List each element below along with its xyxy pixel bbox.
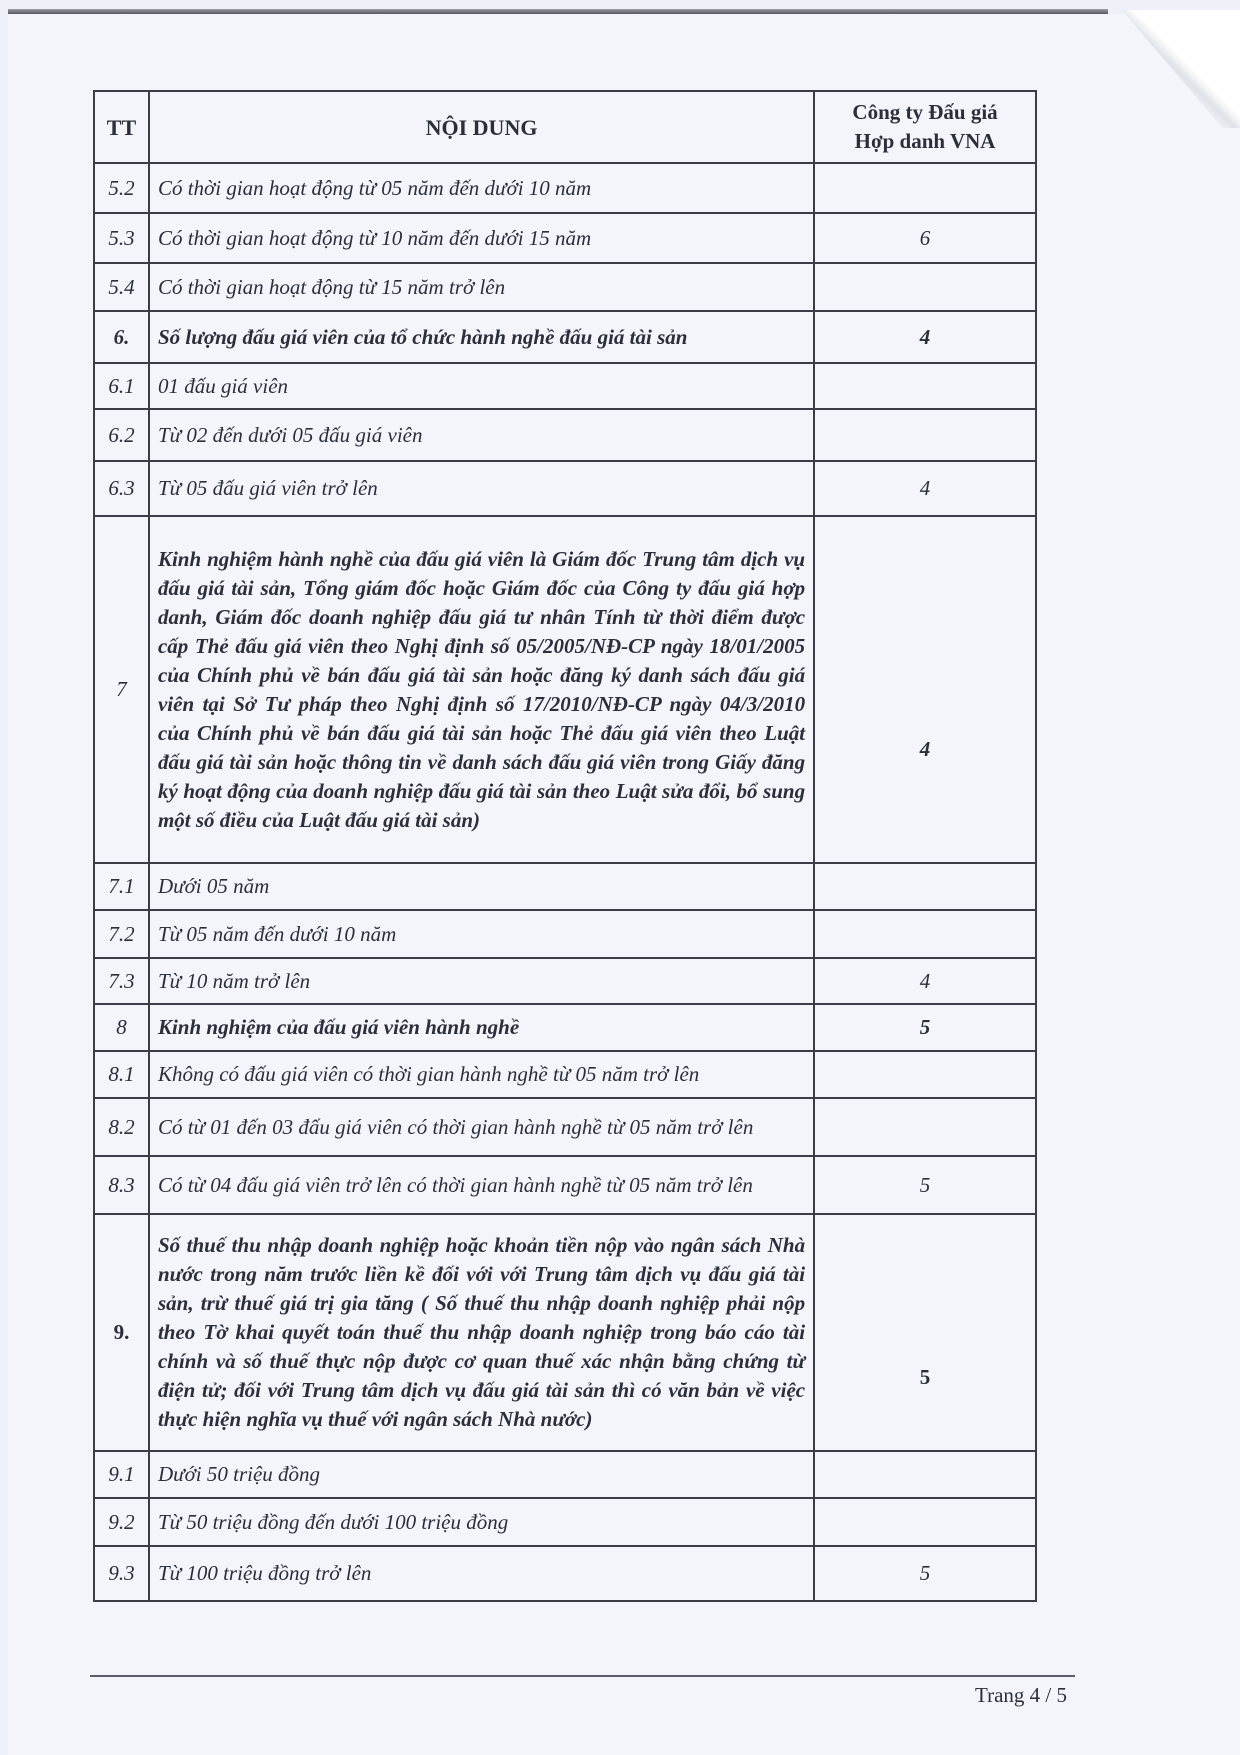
footer-divider [90,1675,1075,1677]
row-score [814,409,1036,461]
row-content: Từ 05 năm đến dưới 10 năm [149,910,814,958]
row-score [814,863,1036,910]
row-score [814,163,1036,213]
row-score [814,1051,1036,1098]
row-number: 6.3 [94,461,149,516]
row-content: Có từ 01 đến 03 đấu giá viên có thời gian hành nghề từ 05 năm trở lên [149,1098,814,1156]
row-score: 5 [814,1214,1036,1451]
row-content: Số thuế thu nhập doanh nghiệp hoặc khoản tiền nộp vào ngân sách Nhà nước trong năm trước liền kề đối với với Trung tâm dịch vụ đấu giá tài sản, trừ thuế giá trị gia tăng ( Số thuế thu nhập doanh nghiệp phải nộp theo Tờ khai quyết toán thuế thu nhập doanh nghiệp trong báo cáo tài chính và số thuế thực nộp được cơ quan thuế xác nhận bằng chứng từ điện tử; đối với Trung tâm dịch vụ đấu giá tài sản thì có văn bản về việc thực hiện nghĩa vụ thuế với ngân sách Nhà nước) [149,1214,814,1451]
row-number: 6.2 [94,409,149,461]
table-row-section [94,1004,1036,1051]
row-number: 6.1 [94,363,149,409]
row-number: 5.2 [94,163,149,213]
row-score: 4 [814,311,1036,363]
row-number: 7.3 [94,958,149,1004]
row-number: 9.1 [94,1451,149,1498]
row-number: 9.2 [94,1498,149,1546]
top-border-line [8,9,1108,14]
table-row-section [94,516,1036,863]
table-row [94,461,1036,516]
page-number: Trang 4 / 5 [975,1683,1067,1707]
row-content: Có thời gian hoạt động từ 05 năm đến dưới 10 năm [149,163,814,213]
row-content: Dưới 50 triệu đồng [149,1451,814,1498]
row-content: Kinh nghiệm hành nghề của đấu giá viên là Giám đốc Trung tâm dịch vụ đấu giá tài sản, Tổng giám đốc hoặc Giám đốc của Công ty đấu giá hợp danh, Giám đốc doanh nghiệp đấu giá tư nhân Tính từ thời điểm được cấp Thẻ đấu giá viên theo Nghị định số 05/2005/NĐ-CP ngày 18/01/2005 của Chính phủ về bán đấu giá tài sản hoặc đăng ký danh sách đấu giá viên tại Sở Tư pháp theo Nghị định số 17/2010/NĐ-CP ngày 04/3/2010 của Chính phủ về bán đấu giá tài sản hoặc Thẻ đấu giá viên theo Luật đấu giá tài sản hoặc thông tin về danh sách đấu giá viên trong Giấy đăng ký hoạt động của doanh nghiệp đấu giá tài sản theo Luật sửa đổi, bổ sung một số điều của Luật đấu giá tài sản) [149,516,814,863]
row-score: 5 [814,1004,1036,1051]
table-row [94,1451,1036,1498]
table-row [94,1098,1036,1156]
table-row [94,1156,1036,1214]
row-score [814,1498,1036,1546]
header-company-label: Công ty Đấu giá Hợp danh VNA [852,100,998,153]
row-content: Có từ 04 đấu giá viên trở lên có thời gian hành nghề từ 05 năm trở lên [149,1156,814,1214]
row-number: 7.1 [94,863,149,910]
row-score [814,1098,1036,1156]
row-number: 8.1 [94,1051,149,1098]
row-content: Từ 10 năm trở lên [149,958,814,1004]
row-content: Từ 05 đấu giá viên trở lên [149,461,814,516]
table-row-section [94,1214,1036,1451]
row-score [814,263,1036,311]
row-number: 8.2 [94,1098,149,1156]
table-row [94,1498,1036,1546]
row-number: 6. [94,311,149,363]
row-number: 7 [94,516,149,863]
table-row [94,863,1036,910]
row-number: 9. [94,1214,149,1451]
row-score: 5 [814,1156,1036,1214]
row-content: Kinh nghiệm của đấu giá viên hành nghề [149,1004,814,1051]
row-score: 4 [814,461,1036,516]
row-score: 4 [814,958,1036,1004]
row-number: 7.2 [94,910,149,958]
row-content: Có thời gian hoạt động từ 10 năm đến dưới 15 năm [149,213,814,263]
row-score [814,1451,1036,1498]
row-content: Từ 100 triệu đồng trở lên [149,1546,814,1601]
row-content: Số lượng đấu giá viên của tổ chức hành nghề đấu giá tài sản [149,311,814,363]
row-content: Từ 50 triệu đồng đến dưới 100 triệu đồng [149,1498,814,1546]
header-tt: TT [94,91,149,163]
scoring-table [93,90,1037,1602]
row-score: 6 [814,213,1036,263]
table-row [94,409,1036,461]
table-row-section [94,311,1036,363]
row-number: 5.3 [94,213,149,263]
table-row [94,1051,1036,1098]
row-number: 8 [94,1004,149,1051]
row-number: 9.3 [94,1546,149,1601]
row-score [814,910,1036,958]
header-company [814,91,1036,163]
header-content: NỘI DUNG [149,91,814,163]
row-score: 4 [814,516,1036,863]
row-score: 5 [814,1546,1036,1601]
row-content: Không có đấu giá viên có thời gian hành nghề từ 05 năm trở lên [149,1051,814,1098]
row-number: 8.3 [94,1156,149,1214]
table-row [94,363,1036,409]
table-header-row [94,91,1036,163]
table-row [94,163,1036,213]
table-row [94,958,1036,1004]
row-content: Có thời gian hoạt động từ 15 năm trở lên [149,263,814,311]
row-content: Dưới 05 năm [149,863,814,910]
row-score [814,363,1036,409]
table-row [94,910,1036,958]
row-number: 5.4 [94,263,149,311]
table-row [94,213,1036,263]
row-content: Từ 02 đến dưới 05 đấu giá viên [149,409,814,461]
row-content: 01 đấu giá viên [149,363,814,409]
table-row [94,263,1036,311]
table-row [94,1546,1036,1601]
